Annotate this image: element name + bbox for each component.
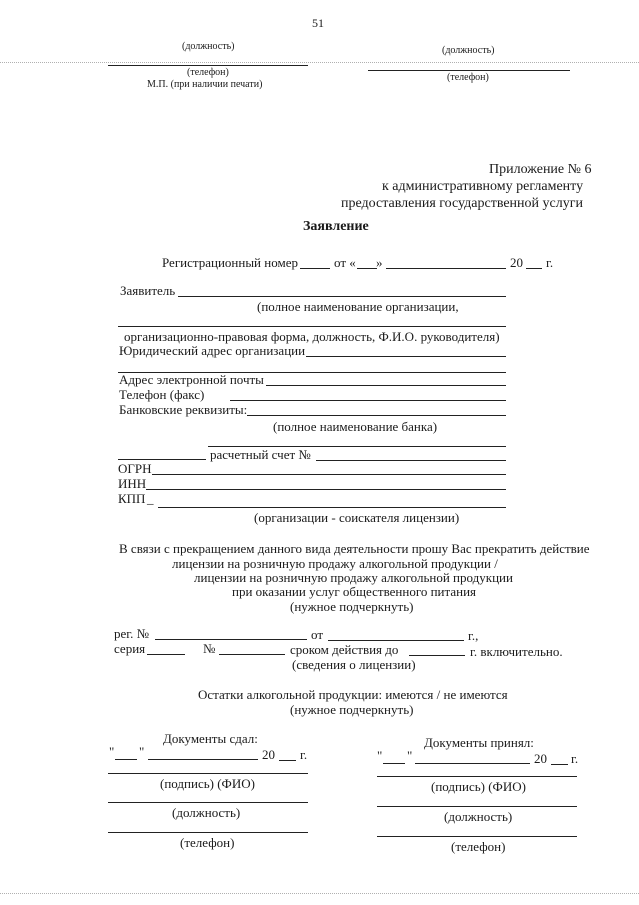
handover-right-phone-hint: (телефон) (451, 839, 506, 854)
handover-left-year-field (279, 760, 296, 761)
license-reg-label: рег. № (114, 626, 150, 641)
license-g-label: г., (468, 628, 479, 643)
license-valid-field (409, 655, 465, 656)
reg-year-suffix: г. (546, 255, 554, 270)
handover-right-phone-line (377, 836, 577, 837)
phone-label: Телефон (факс) (119, 387, 205, 402)
appendix-line-2: к административному регламенту (382, 179, 584, 194)
appendix-line-3: предоставления государственной услуги (341, 196, 583, 211)
handover-left-position-hint: (должность) (172, 805, 241, 820)
handover-left-q-close: " (139, 744, 145, 759)
reg-month-field (386, 268, 506, 269)
applicant-hint: (полное наименование организации, (257, 299, 459, 314)
handover-right-day-field (383, 763, 405, 764)
license-series-field (147, 654, 185, 655)
license-hint: (сведения о лицензии) (292, 657, 416, 672)
seal-label: М.П. (при наличии печати) (147, 79, 263, 90)
inn-label: ИНН (118, 476, 147, 491)
applicant-field-2 (118, 326, 506, 327)
applicant-label: Заявитель (120, 283, 176, 298)
license-num-label: № (203, 641, 216, 656)
kpp-value: _ (147, 491, 154, 506)
scan-divider-bottom (0, 893, 639, 894)
handover-left-title: Документы сдал: (163, 731, 258, 746)
request-line-4: при оказании услуг общественного питания (232, 584, 477, 599)
handover-right-sign-line (377, 776, 577, 777)
inn-field (146, 489, 506, 490)
left-phone-label: (телефон) (187, 67, 229, 78)
license-from-label: от (311, 627, 324, 642)
handover-left-year-suffix: г. (300, 747, 308, 762)
reg-from-label: от « (334, 255, 356, 270)
license-series-label: серия (114, 641, 146, 656)
reg-day-field (357, 268, 377, 269)
handover-left-phone-hint: (телефон) (180, 835, 235, 850)
handover-right-year-field (551, 764, 568, 765)
license-inclusive-label: г. включительно. (470, 644, 563, 659)
applicant-field (178, 296, 506, 297)
account-prefix-field (118, 459, 206, 460)
request-line-1: В связи с прекращением данного вида деятельности прошу Вас прекратить действие (119, 541, 590, 556)
ogrn-label: ОГРН (118, 461, 152, 476)
right-phone-line (368, 70, 570, 71)
kpp-field (158, 507, 506, 508)
account-field (316, 460, 506, 461)
handover-right-position-line (377, 806, 577, 807)
handover-left-q-open: " (109, 744, 115, 759)
phone-field (230, 400, 506, 401)
license-date-field (328, 640, 464, 641)
legal-address-field (306, 356, 506, 357)
handover-right-position-hint: (должность) (444, 809, 513, 824)
bank-label: Банковские реквизиты: (119, 402, 248, 417)
license-num-field (219, 654, 285, 655)
account-label: расчетный счет № (210, 447, 311, 462)
handover-right-month-field (415, 763, 530, 764)
licensee-hint: (организации - соискателя лицензии) (254, 510, 460, 525)
email-label: Адрес электронной почты (119, 372, 264, 387)
handover-right-q-open: " (377, 748, 383, 763)
kpp-label: КПП (118, 491, 146, 506)
license-reg-field (155, 639, 307, 640)
right-phone-label: (телефон) (447, 72, 489, 83)
handover-right-title: Документы принял: (424, 735, 534, 750)
right-position-label: (должность) (442, 45, 495, 56)
request-line-2: лицензии на розничную продажу алкогольной продукции / (172, 556, 498, 571)
reg-quote-close: » (376, 255, 383, 270)
handover-left-month-field (148, 759, 258, 760)
reg-year-prefix: 20 (510, 255, 523, 270)
document-title: Заявление (303, 219, 369, 234)
page-number: 51 (312, 16, 324, 30)
request-line-3: лицензии на розничную продажу алкогольной продукции (194, 570, 513, 585)
reg-number-field (300, 268, 330, 269)
request-line-5: (нужное подчеркнуть) (290, 599, 414, 614)
legal-address-label: Юридический адрес организации (119, 343, 306, 358)
handover-left-sign-line (108, 773, 308, 774)
bank-hint: (полное наименование банка) (273, 419, 438, 434)
left-position-label: (должность) (182, 41, 235, 52)
license-valid-label: сроком действия до (290, 642, 399, 657)
reg-year-field (526, 268, 542, 269)
handover-right-sign-hint: (подпись) (ФИО) (431, 779, 526, 794)
email-field (266, 385, 506, 386)
ogrn-field (152, 474, 506, 475)
remains-line-2: (нужное подчеркнуть) (290, 702, 414, 717)
org-form-hint: организационно-правовая форма, должность, Ф.И.О. руководителя) (124, 329, 500, 344)
handover-left-year-prefix: 20 (262, 747, 275, 762)
handover-left-sign-hint: (подпись) (ФИО) (160, 776, 255, 791)
scan-divider (0, 62, 639, 63)
handover-right-year-prefix: 20 (534, 751, 547, 766)
handover-right-q-close: " (407, 748, 413, 763)
bank-field (247, 415, 506, 416)
handover-left-phone-line (108, 832, 308, 833)
reg-number-label: Регистрационный номер (162, 255, 298, 270)
handover-left-position-line (108, 802, 308, 803)
left-phone-line (108, 65, 308, 66)
remains-line-1: Остатки алкогольной продукции: имеются / не имеются (198, 687, 508, 702)
handover-left-day-field (115, 759, 137, 760)
appendix-line-1: Приложение № 6 (489, 162, 592, 177)
handover-right-year-suffix: г. (571, 751, 579, 766)
